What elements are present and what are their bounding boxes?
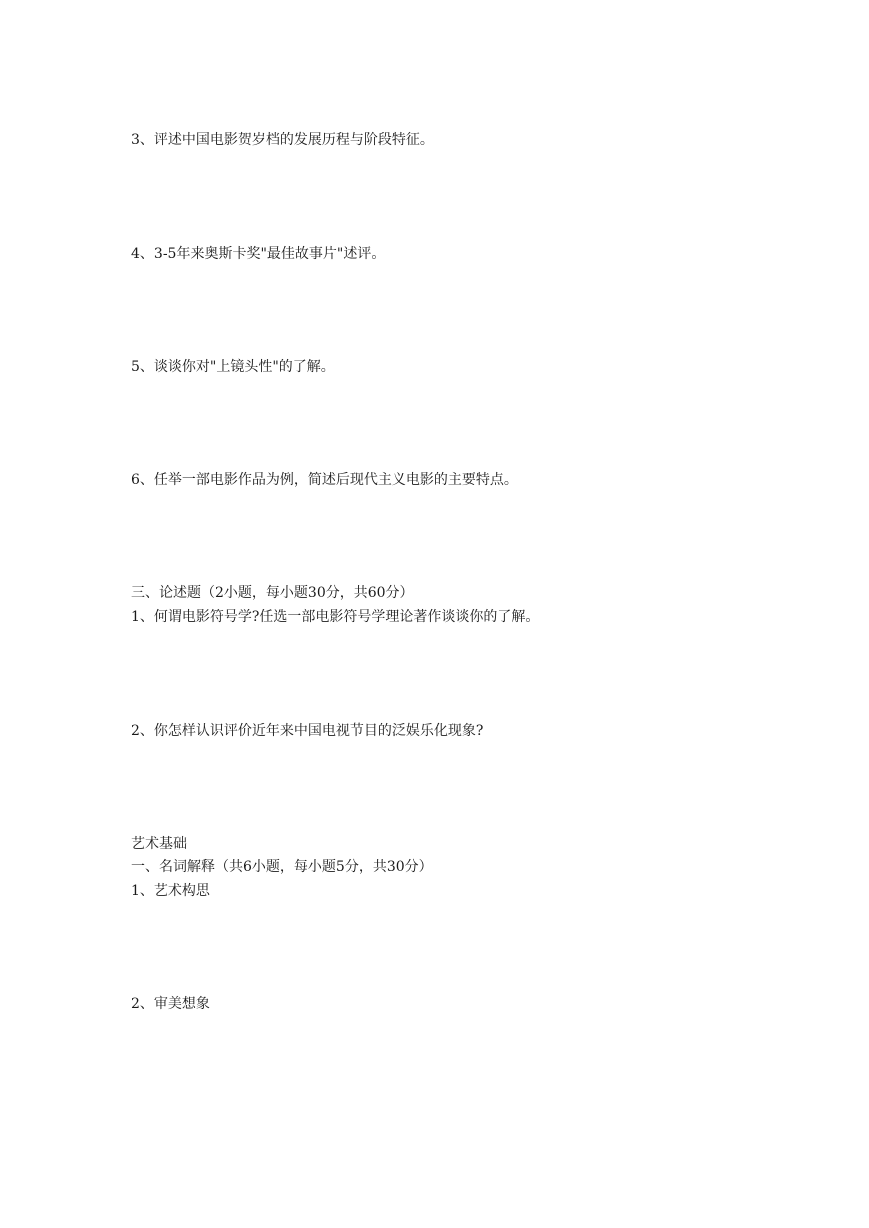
question-5: 5、谈谈你对"上镜头性"的了解。 <box>131 359 335 375</box>
question-4: 4、3-5年来奥斯卡奖"最佳故事片"述评。 <box>131 246 386 262</box>
term-1: 1、艺术构思 <box>131 883 210 899</box>
art-basics-title: 艺术基础 <box>131 836 187 852</box>
essay-section-heading: 三、论述题（2小题，每小题30分，共60分） <box>131 585 414 601</box>
essay-question-1: 1、何谓电影符号学?任选一部电影符号学理论著作谈谈你的了解。 <box>131 609 540 625</box>
term-2: 2、审美想象 <box>131 996 210 1012</box>
essay-question-2: 2、你怎样认识评价近年来中国电视节目的泛娱乐化现象? <box>131 723 484 739</box>
question-6: 6、任举一部电影作品为例，简述后现代主义电影的主要特点。 <box>131 472 518 488</box>
terms-section-heading: 一、名词解释（共6小题，每小题5分，共30分） <box>131 859 433 875</box>
question-3: 3、评述中国电影贺岁档的发展历程与阶段特征。 <box>131 132 434 148</box>
